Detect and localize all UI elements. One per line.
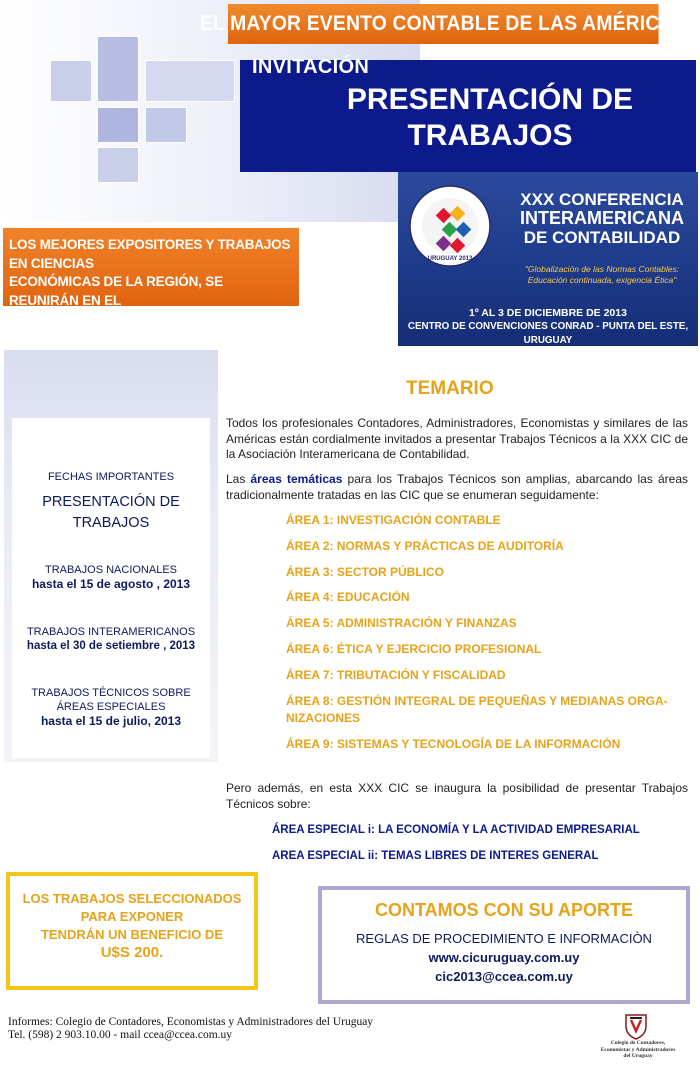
deadline-national [12,563,210,592]
top-banner: EL MAYOR EVENTO CONTABLE DE LAS AMÉRICAS [228,4,659,44]
list-item: ÁREA 7: TRIBUTACIÓN Y FISCALIDAD [286,667,506,682]
list-item: ÁREA 8: GESTIÓN INTEGRAL DE PEQUEÑAS Y MEDIANAS ORGA- [286,693,668,708]
crest-line: del Uruguay [623,1053,653,1059]
conference-motto [510,264,694,286]
text-run: Las [226,472,251,486]
deadline-label: TRABAJOS NACIONALES [44,564,178,576]
list-item: ÁREA 5: ADMINISTRACIÓN Y FINANZAS [286,616,517,631]
important-dates-panel [12,418,210,758]
dates-subtitle [12,492,210,534]
venue-line: CENTRO DE CONVENCIONES CONRAD - PUNTA DEL ESTE, URUGUAY [407,321,689,346]
page-title [300,82,680,154]
conference-date [404,306,692,348]
text-run: para los Trabajos Técnicos son amplias, abarcando las áreas tradicionalmente tratadas en las CIC que se enumeran seguidamente: [226,472,688,502]
decor-square [145,60,235,102]
highlight-line: LOS MEJORES EXPOSITORES Y TRABAJOS EN CIENCIAS [9,237,291,271]
conference-name-line: XXX CONFERENCIA [520,190,684,209]
crest-caption [580,1040,696,1060]
motto-line: "Globalización de las Normas Contables: [524,264,680,274]
contact-title: CONTAMOS CON SU APORTE [374,900,633,920]
deadline-label: TRABAJOS TÉCNICOS SOBRE [31,687,191,699]
highlight-line: BALNEARIO MÁS EXCLUSIVO DE SUDAMÉRICA [9,311,223,345]
dates-heading: FECHAS IMPORTANTES [47,471,175,483]
areas-paragraph [226,472,688,503]
decor-square [50,60,92,102]
footer-info [8,1016,373,1042]
dates-subtitle-line: TRABAJOS [72,515,150,531]
benefit-box [6,872,258,990]
highlight-line: ECONÓMICAS DE LA REGIÓN, SE REUNIRÁN EN EL [9,274,223,308]
title-line: TRABAJOS [407,119,573,152]
benefit-line: TENDRÁN UN BENEFICIO DE [40,927,223,942]
deadline-label: ÁREAS ESPECIALES [56,701,166,713]
crest-line: Economistas y Administradores [600,1046,676,1053]
special-areas-paragraph: Pero además, en esta XXX CIC se inaugura la posibilidad de presentar Trabajos Técnicos sobre: [226,781,688,811]
email-link[interactable]: cic2013@ccea.com.uy [435,969,573,984]
deadline-interamerican [12,625,210,654]
deadline-date: hasta el 30 de setiembre , 2013 [26,640,196,652]
list-item: ÁREA 3: SECTOR PÚBLICO [286,564,445,579]
conference-logo-icon [408,184,492,268]
special-area: AREA ESPECIAL ii: TEMAS LIBRES DE INTERES GENERAL [272,850,599,862]
benefit-line: PARA EXPONER [80,909,184,924]
website-link[interactable]: www.cicuruguay.com.uy [428,950,580,965]
decor-square [97,36,139,102]
list-item: ÁREA 2: NORMAS Y PRÁCTICAS DE AUDITORÍA [286,538,564,553]
deadline-date: hasta el 15 de agosto , 2013 [31,577,191,591]
dates-subtitle-line: PRESENTACIÓN DE [42,494,180,510]
invitation-label: INVITACIÓN [252,56,370,78]
decor-square [97,107,139,143]
deadline-date: hasta el 15 de julio, 2013 [40,714,182,728]
title-line: PRESENTACIÓN DE [346,83,634,116]
highlight-box [3,228,299,345]
section-heading: TEMARIO [406,378,494,399]
list-item: ÁREA 9: SISTEMAS Y TECNOLOGÍA DE LA INFORMACIÓN [286,736,621,751]
crest-line: Colegio de Contadores, [610,1040,666,1046]
footer-line: Informes: Colegio de Contadores, Economistas y Administradores del Uruguay [8,1016,374,1028]
date-line: 1º AL 3 DE DICIEMBRE DE 2013 [469,307,627,319]
conference-name-line: DE CONTABILIDAD [523,228,681,247]
svg-text:URUGUAY 2013: URUGUAY 2013 [427,256,473,262]
list-item: ÁREA 4: EDUCACIÓN [286,590,410,605]
intro-paragraph: Todos los profesionales Contadores, Administradores, Economistas y similares de las Américas están cordialmente invitados a presentar Trabajos Técnicos a la XXX CIC de la Asociación Interamericana de Contabilidad. [226,416,688,461]
conference-banner [398,172,698,346]
decor-square [97,147,139,183]
special-area: ÁREA ESPECIAL i: LA ECONOMÍA Y LA ACTIVIDAD EMPRESARIAL [272,824,640,836]
crest-icon [622,1012,650,1040]
motto-line: Educación continuada, exigencia Ética" [527,275,677,285]
footer-line: Tel. (598) 2 903.10.00 - mail ccea@ccea.com.uy [8,1029,233,1041]
list-item: NIZACIONES [286,711,361,726]
benefit-amount: U$S 200. [100,944,164,961]
benefit-line: LOS TRABAJOS SELECCIONADOS [22,891,242,906]
list-item: ÁREA 6: ÉTICA Y EJERCICIO PROFESIONAL [286,641,542,656]
conference-name [510,190,694,247]
deadline-special [12,686,210,729]
text-run-bold: áreas temáticas [250,472,343,486]
conference-name-line: INTERAMERICANA [520,208,684,228]
contact-box [318,886,690,1004]
rules-link[interactable]: REGLAS DE PROCEDIMIENTO E INFORMACIÒN [356,931,652,946]
list-item: ÁREA 1: INVESTIGACIÓN CONTABLE [286,513,501,527]
deadline-label: TRABAJOS INTERAMERICANOS [26,626,196,638]
decor-square [145,107,187,143]
areas-list [286,513,690,763]
